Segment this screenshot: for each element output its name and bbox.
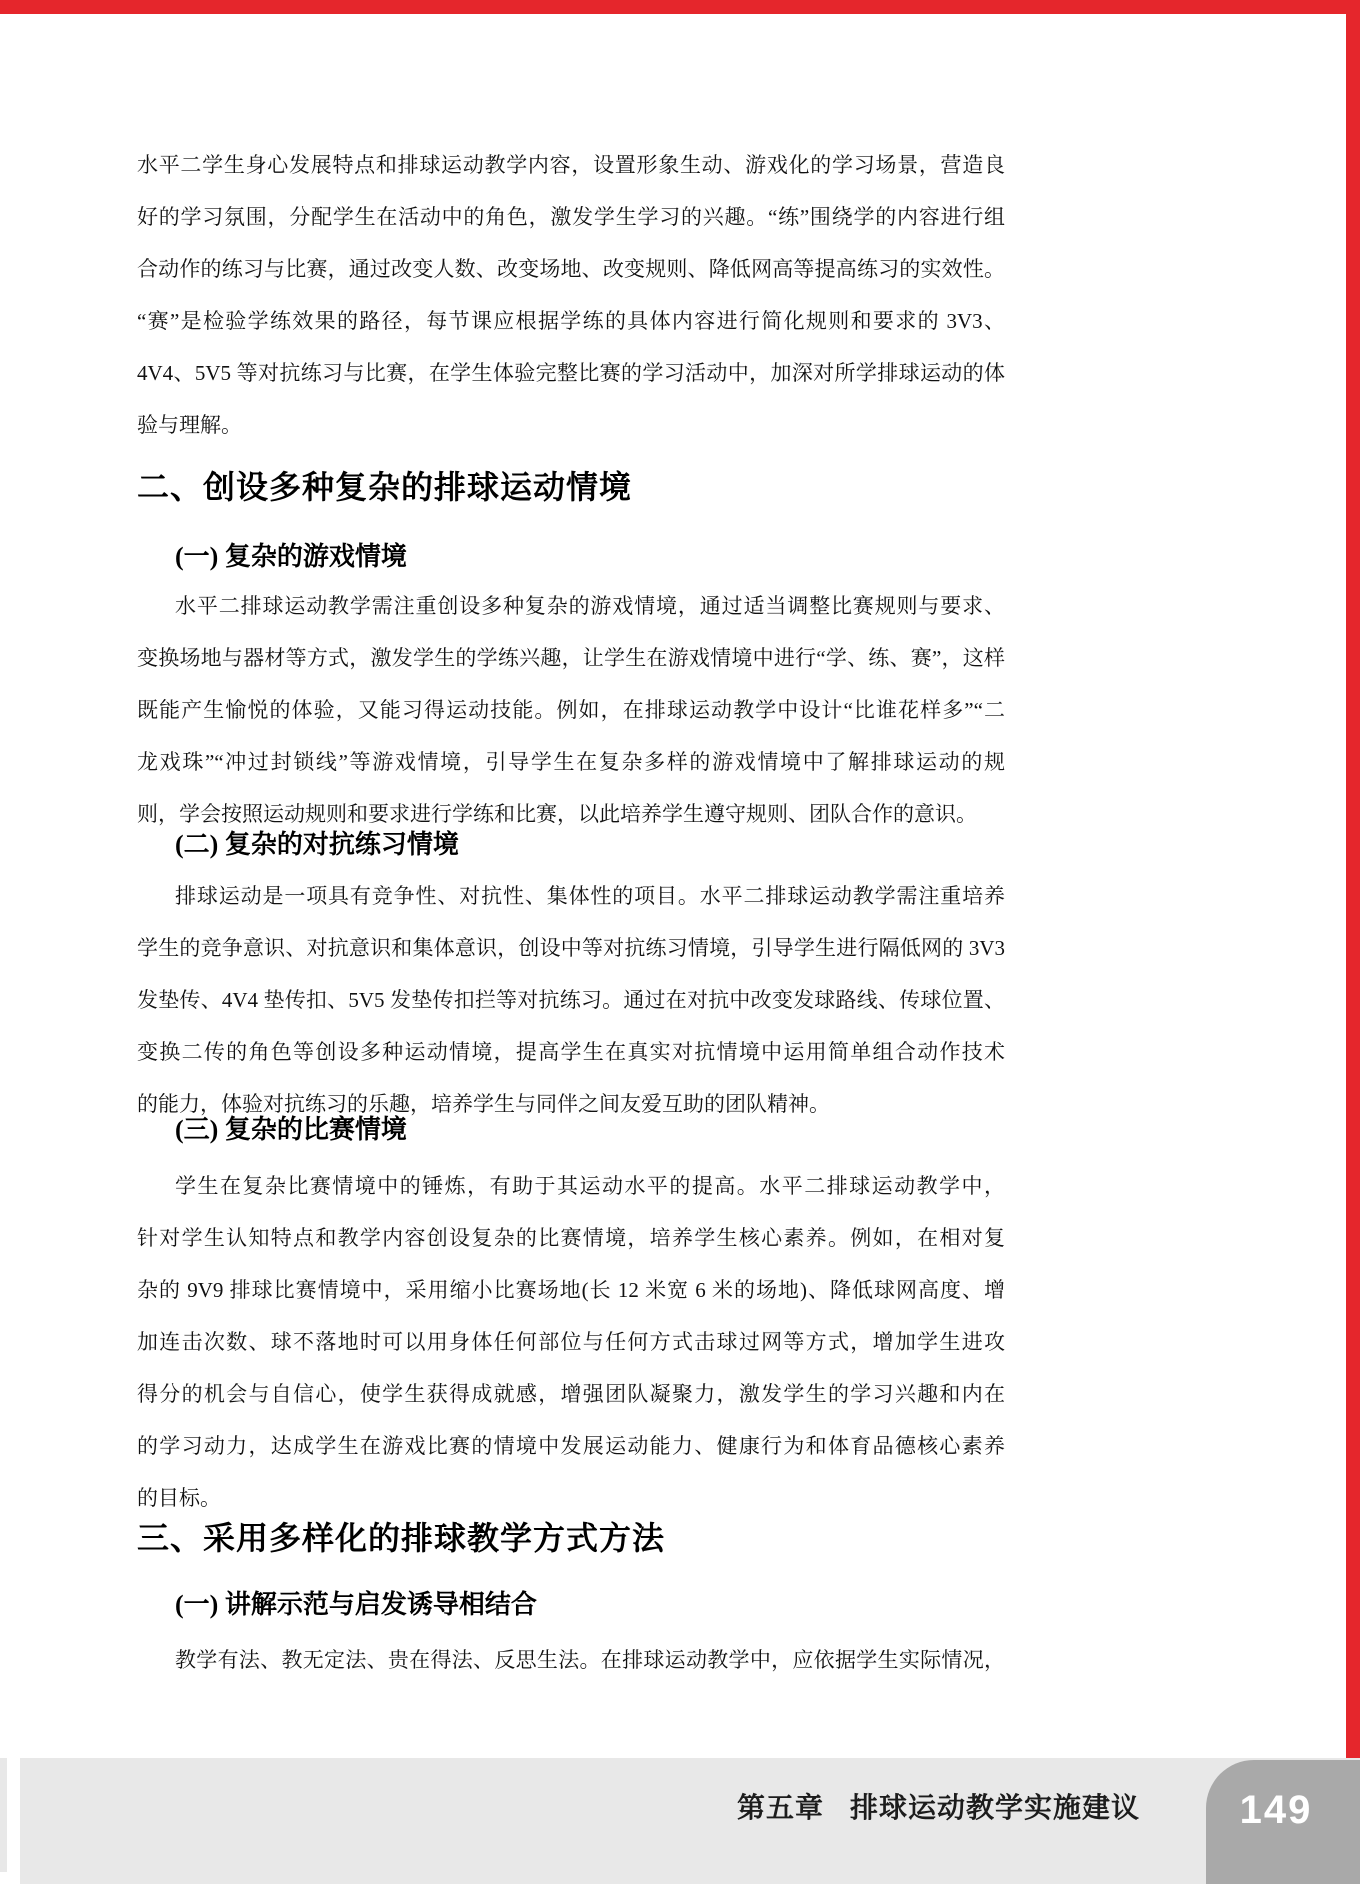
section-3-heading: 三、采用多样化的排球教学方式方法 [137, 1520, 666, 1556]
confrontation-practice-paragraph [137, 870, 1005, 1130]
page-top-red-trim [0, 0, 1360, 14]
text-line: 针对学生认知特点和教学内容创设复杂的比赛情境，培养学生核心素养。例如，在相对复 [137, 1226, 1005, 1250]
text-line: 的目标。 [137, 1486, 221, 1510]
text-line: 变换二传的角色等创设多种运动情境，提高学生在真实对抗情境中运用简单组合动作技术 [137, 1040, 1005, 1064]
game-situation-paragraph [137, 580, 1005, 840]
page-number: 149 [1239, 1788, 1313, 1832]
section-2-sub-1-heading: (一) 复杂的游戏情境 [175, 542, 407, 571]
text-line: 杂的 9V9 排球比赛情境中，采用缩小比赛场地(长 12 米宽 6 米的场地)、降低球网高度、增 [137, 1278, 1005, 1302]
footer-chapter-title: 排球运动教学实施建议 [849, 1792, 1140, 1823]
section-2-sub-2-heading: (二) 复杂的对抗练习情境 [175, 830, 459, 859]
text-line: 则，学会按照运动规则和要求进行学练和比赛，以此培养学生遵守规则、团队合作的意识。 [137, 802, 977, 826]
text-line: 合动作的练习与比赛，通过改变人数、改变场地、改变规则、降低网高等提高练习的实效性。 [137, 257, 1005, 281]
text-line: 学生的竞争意识、对抗意识和集体意识，创设中等对抗练习情境，引导学生进行隔低网的 3V3 [137, 936, 1005, 960]
section-2-heading: 二、创设多种复杂的排球运动情境 [137, 469, 633, 505]
section-3-sub-1-heading: (一) 讲解示范与启发诱导相结合 [175, 1590, 537, 1619]
text-line: 教学有法、教无定法、贵在得法、反思生法。在排球运动教学中，应依据学生实际情况， [175, 1648, 1005, 1672]
intro-paragraph [137, 139, 1005, 451]
text-line: 验与理解。 [137, 413, 242, 437]
text-line: 学生在复杂比赛情境中的锤炼，有助于其运动水平的提高。水平二排球运动教学中， [175, 1174, 1005, 1198]
match-situation-paragraph [137, 1160, 1005, 1524]
text-line: 既能产生愉悦的体验，又能习得运动技能。例如，在排球运动教学中设计“比谁花样多”“二 [137, 698, 1005, 722]
running-footer [737, 1788, 1140, 1828]
section-2-sub-3-heading: (三) 复杂的比赛情境 [175, 1115, 407, 1144]
text-line: 龙戏珠”“冲过封锁线”等游戏情境，引导学生在复杂多样的游戏情境中了解排球运动的规 [137, 750, 1005, 774]
teaching-method-paragraph [137, 1634, 1005, 1686]
footer-chapter-label: 第五章 [736, 1792, 824, 1823]
text-line: 变换场地与器材等方式，激发学生的学练兴趣，让学生在游戏情境中进行“学、练、赛”，这样 [137, 646, 1005, 670]
text-line: 水平二排球运动教学需注重创设多种复杂的游戏情境，通过适当调整比赛规则与要求、 [175, 594, 1005, 618]
footer-band-left-sliver [0, 1758, 7, 1872]
text-line: 水平二学生身心发展特点和排球运动教学内容，设置形象生动、游戏化的学习场景，营造良 [137, 153, 1005, 177]
text-line: 发垫传、4V4 垫传扣、5V5 发垫传扣拦等对抗练习。通过在对抗中改变发球路线、传球位置、 [137, 988, 1005, 1012]
text-line: 加连击次数、球不落地时可以用身体任何部位与任何方式击球过网等方式，增加学生进攻 [137, 1330, 1005, 1354]
text-line: 得分的机会与自信心，使学生获得成就感，增强团队凝聚力，激发学生的学习兴趣和内在 [137, 1382, 1005, 1406]
text-line: 好的学习氛围，分配学生在活动中的角色，激发学生学习的兴趣。“练”围绕学的内容进行组 [137, 205, 1005, 229]
text-line: 的学习动力，达成学生在游戏比赛的情境中发展运动能力、健康行为和体育品德核心素养 [137, 1434, 1005, 1458]
page-right-red-trim [1346, 0, 1360, 1758]
text-line: 的能力，体验对抗练习的乐趣，培养学生与同伴之间友爱互助的团队精神。 [137, 1092, 830, 1116]
footer-band [20, 1758, 1360, 1884]
text-line: 排球运动是一项具有竞争性、对抗性、集体性的项目。水平二排球运动教学需注重培养 [175, 884, 1005, 908]
text-line: 4V4、5V5 等对抗练习与比赛，在学生体验完整比赛的学习活动中，加深对所学排球运动的体 [137, 361, 1005, 385]
text-line: “赛”是检验学练效果的路径，每节课应根据学练的具体内容进行简化规则和要求的 3V3、 [137, 309, 1005, 333]
page-number-tab [1206, 1760, 1360, 1884]
